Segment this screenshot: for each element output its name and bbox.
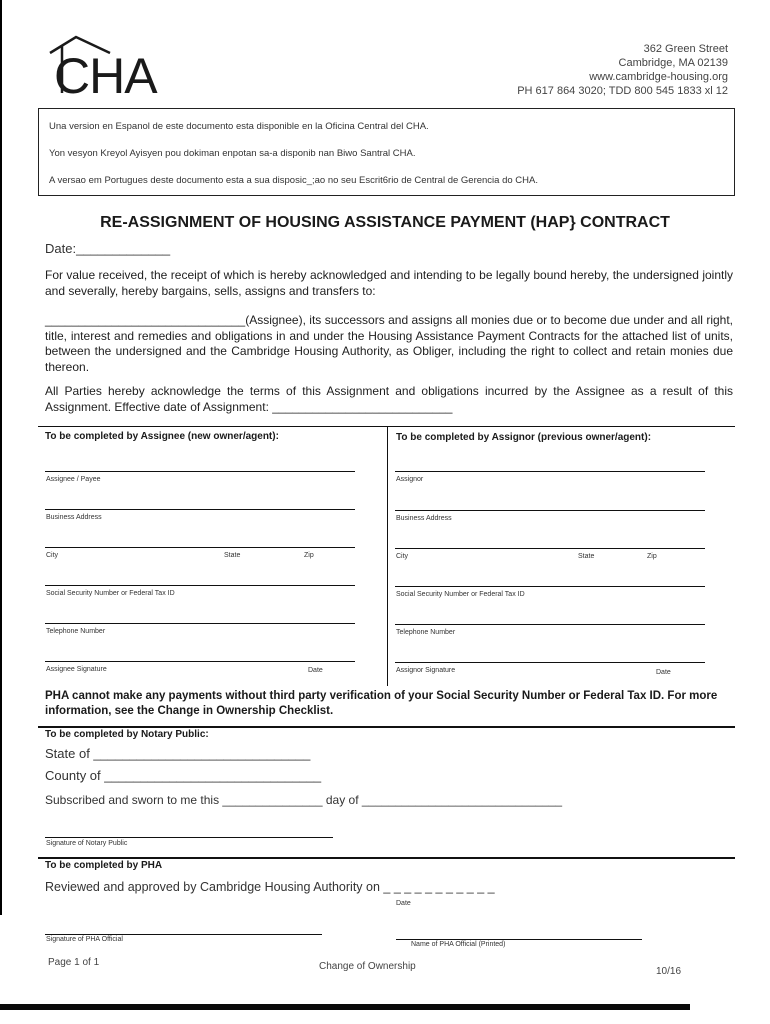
notary-heading: To be completed by Notary Public:: [45, 729, 209, 740]
assignee-payee-line[interactable]: [45, 471, 355, 472]
assignee-signature-line[interactable]: [45, 661, 355, 662]
assignor-ssn-label: Social Security Number or Federal Tax ID: [396, 591, 525, 598]
address-block: [517, 42, 728, 98]
assignee-city-line[interactable]: [45, 547, 355, 548]
assignor-name-line[interactable]: [395, 471, 705, 472]
language-box: [38, 108, 735, 196]
assignor-zip-label: Zip: [647, 553, 657, 560]
pha-rule: [38, 857, 735, 859]
notary-state: State of ______________________________: [45, 746, 311, 761]
logo-text: CHA: [54, 48, 157, 104]
footer-revision-code: 10/16: [656, 966, 682, 977]
assignor-address-label: Business Address: [396, 515, 452, 522]
assignee-heading: To be completed by Assignee (new owner/agent):: [45, 431, 279, 442]
assignee-zip-label: Zip: [304, 552, 314, 559]
assignor-name-label: Assignor: [396, 476, 424, 483]
paragraph-acknowledge: All Parties hereby acknowledge the terms of this Assignment and obligations incurred by the Assignee as a result of this Assignment. Effective date of Assignment: ___________________________: [45, 384, 733, 414]
paragraph-assignee: ______________________________(Assignee), its successors and assigns all monies due or to become due under and all right, title, interest and remedies and obligations in and under the Housing Assistance Payment Contracts for the attached list of units, between the undersigned and the Cambridge Housing Authority, as Obliger, including the right to collect and retain monies due thereon.: [45, 313, 733, 374]
assignee-date-label: Date: [308, 667, 323, 674]
assignor-signature-label: Assignor Signature: [396, 667, 456, 674]
assignor-phone-label: Telephone Number: [396, 629, 456, 636]
footer-page-number: Page 1 of 1: [48, 957, 100, 968]
notary-sworn: Subscribed and sworn to me this _______________ day of ______________________________: [45, 793, 563, 807]
left-margin-rule: [0, 0, 2, 915]
bottom-rule: [0, 1004, 690, 1010]
address-phone: PH 617 864 3020; TDD 800 545 1833 xl 12: [517, 85, 728, 97]
assignee-phone-line[interactable]: [45, 623, 355, 624]
assignor-date-label: Date: [656, 669, 671, 676]
assignor-city-line[interactable]: [395, 548, 705, 549]
page-title: RE-ASSIGNMENT OF HOUSING ASSISTANCE PAYMENT (HAP} CONTRACT: [100, 214, 670, 231]
assignee-phone-label: Telephone Number: [46, 628, 106, 635]
assignee-payee-label: Assignee / Payee: [46, 476, 101, 483]
assignee-ssn-line[interactable]: [45, 585, 355, 586]
notary-county: County of ______________________________: [45, 768, 322, 783]
language-portuguese: A versao em Portugues deste documento esta a sua disposic_;ao no seu Escrit6rio de Central de Gerencia do CHA.: [49, 175, 538, 186]
assignor-phone-line[interactable]: [395, 624, 705, 625]
assignee-city-label: City: [46, 552, 59, 559]
assignor-signature-line[interactable]: [395, 662, 705, 663]
assignee-address-label: Business Address: [46, 514, 102, 521]
assignor-city-label: City: [396, 553, 409, 560]
column-divider: [387, 426, 388, 686]
address-city: Cambridge, MA 02139: [618, 57, 728, 69]
assignor-heading: To be completed by Assignor (previous owner/agent):: [396, 432, 652, 443]
pha-official-name-label: Name of PHA Official (Printed): [411, 941, 506, 948]
notary-signature-label: Signature of Notary Public: [46, 840, 128, 847]
pha-official-signature-line[interactable]: [45, 934, 322, 935]
assignor-ssn-line[interactable]: [395, 586, 705, 587]
assignor-address-line[interactable]: [395, 510, 705, 511]
address-website: www.cambridge-housing.org: [589, 71, 728, 83]
assignee-signature-label: Assignee Signature: [46, 666, 107, 673]
notary-rule: [38, 726, 735, 728]
assignor-state-label: State: [578, 553, 595, 560]
pha-reviewed: Reviewed and approved by Cambridge Housing Authority on _ _ _ _ _ _ _ _ _ _ _: [45, 880, 495, 894]
assignee-ssn-label: Social Security Number or Federal Tax ID: [46, 590, 175, 597]
pha-heading: To be completed by PHA: [45, 860, 163, 871]
language-kreyol: Yon vesyon Kreyol Ayisyen pou dokiman enpotan sa-a disponib nan Biwo Santral CHA.: [49, 148, 416, 159]
paragraph-value-received: For value received, the receipt of which is hereby acknowledged and intending to be legally bound hereby, the undersigned jointly and severally, hereby bargains, sells, assigns and transfers to:: [45, 268, 733, 298]
language-spanish: Una version en Espanol de este documento esta disponible en la Oficina Central del CHA.: [49, 121, 429, 132]
notary-signature-line[interactable]: [45, 837, 333, 838]
address-street: 362 Green Street: [643, 43, 728, 55]
footer-center-label: Change of Ownership: [319, 961, 416, 972]
date-line: Date:_____________: [45, 241, 171, 256]
pha-official-signature-label: Signature of PHA Official: [46, 936, 123, 943]
pha-official-name-line[interactable]: [396, 939, 642, 940]
assignee-state-label: State: [224, 552, 241, 559]
pha-date-label: Date: [396, 900, 411, 907]
assignee-address-line[interactable]: [45, 509, 355, 510]
cha-logo: [48, 33, 178, 104]
verification-warning: PHA cannot make any payments without third party verification of your Social Security Number or Federal Tax ID. For more information, see the Change in Ownership Checklist.: [45, 690, 718, 717]
